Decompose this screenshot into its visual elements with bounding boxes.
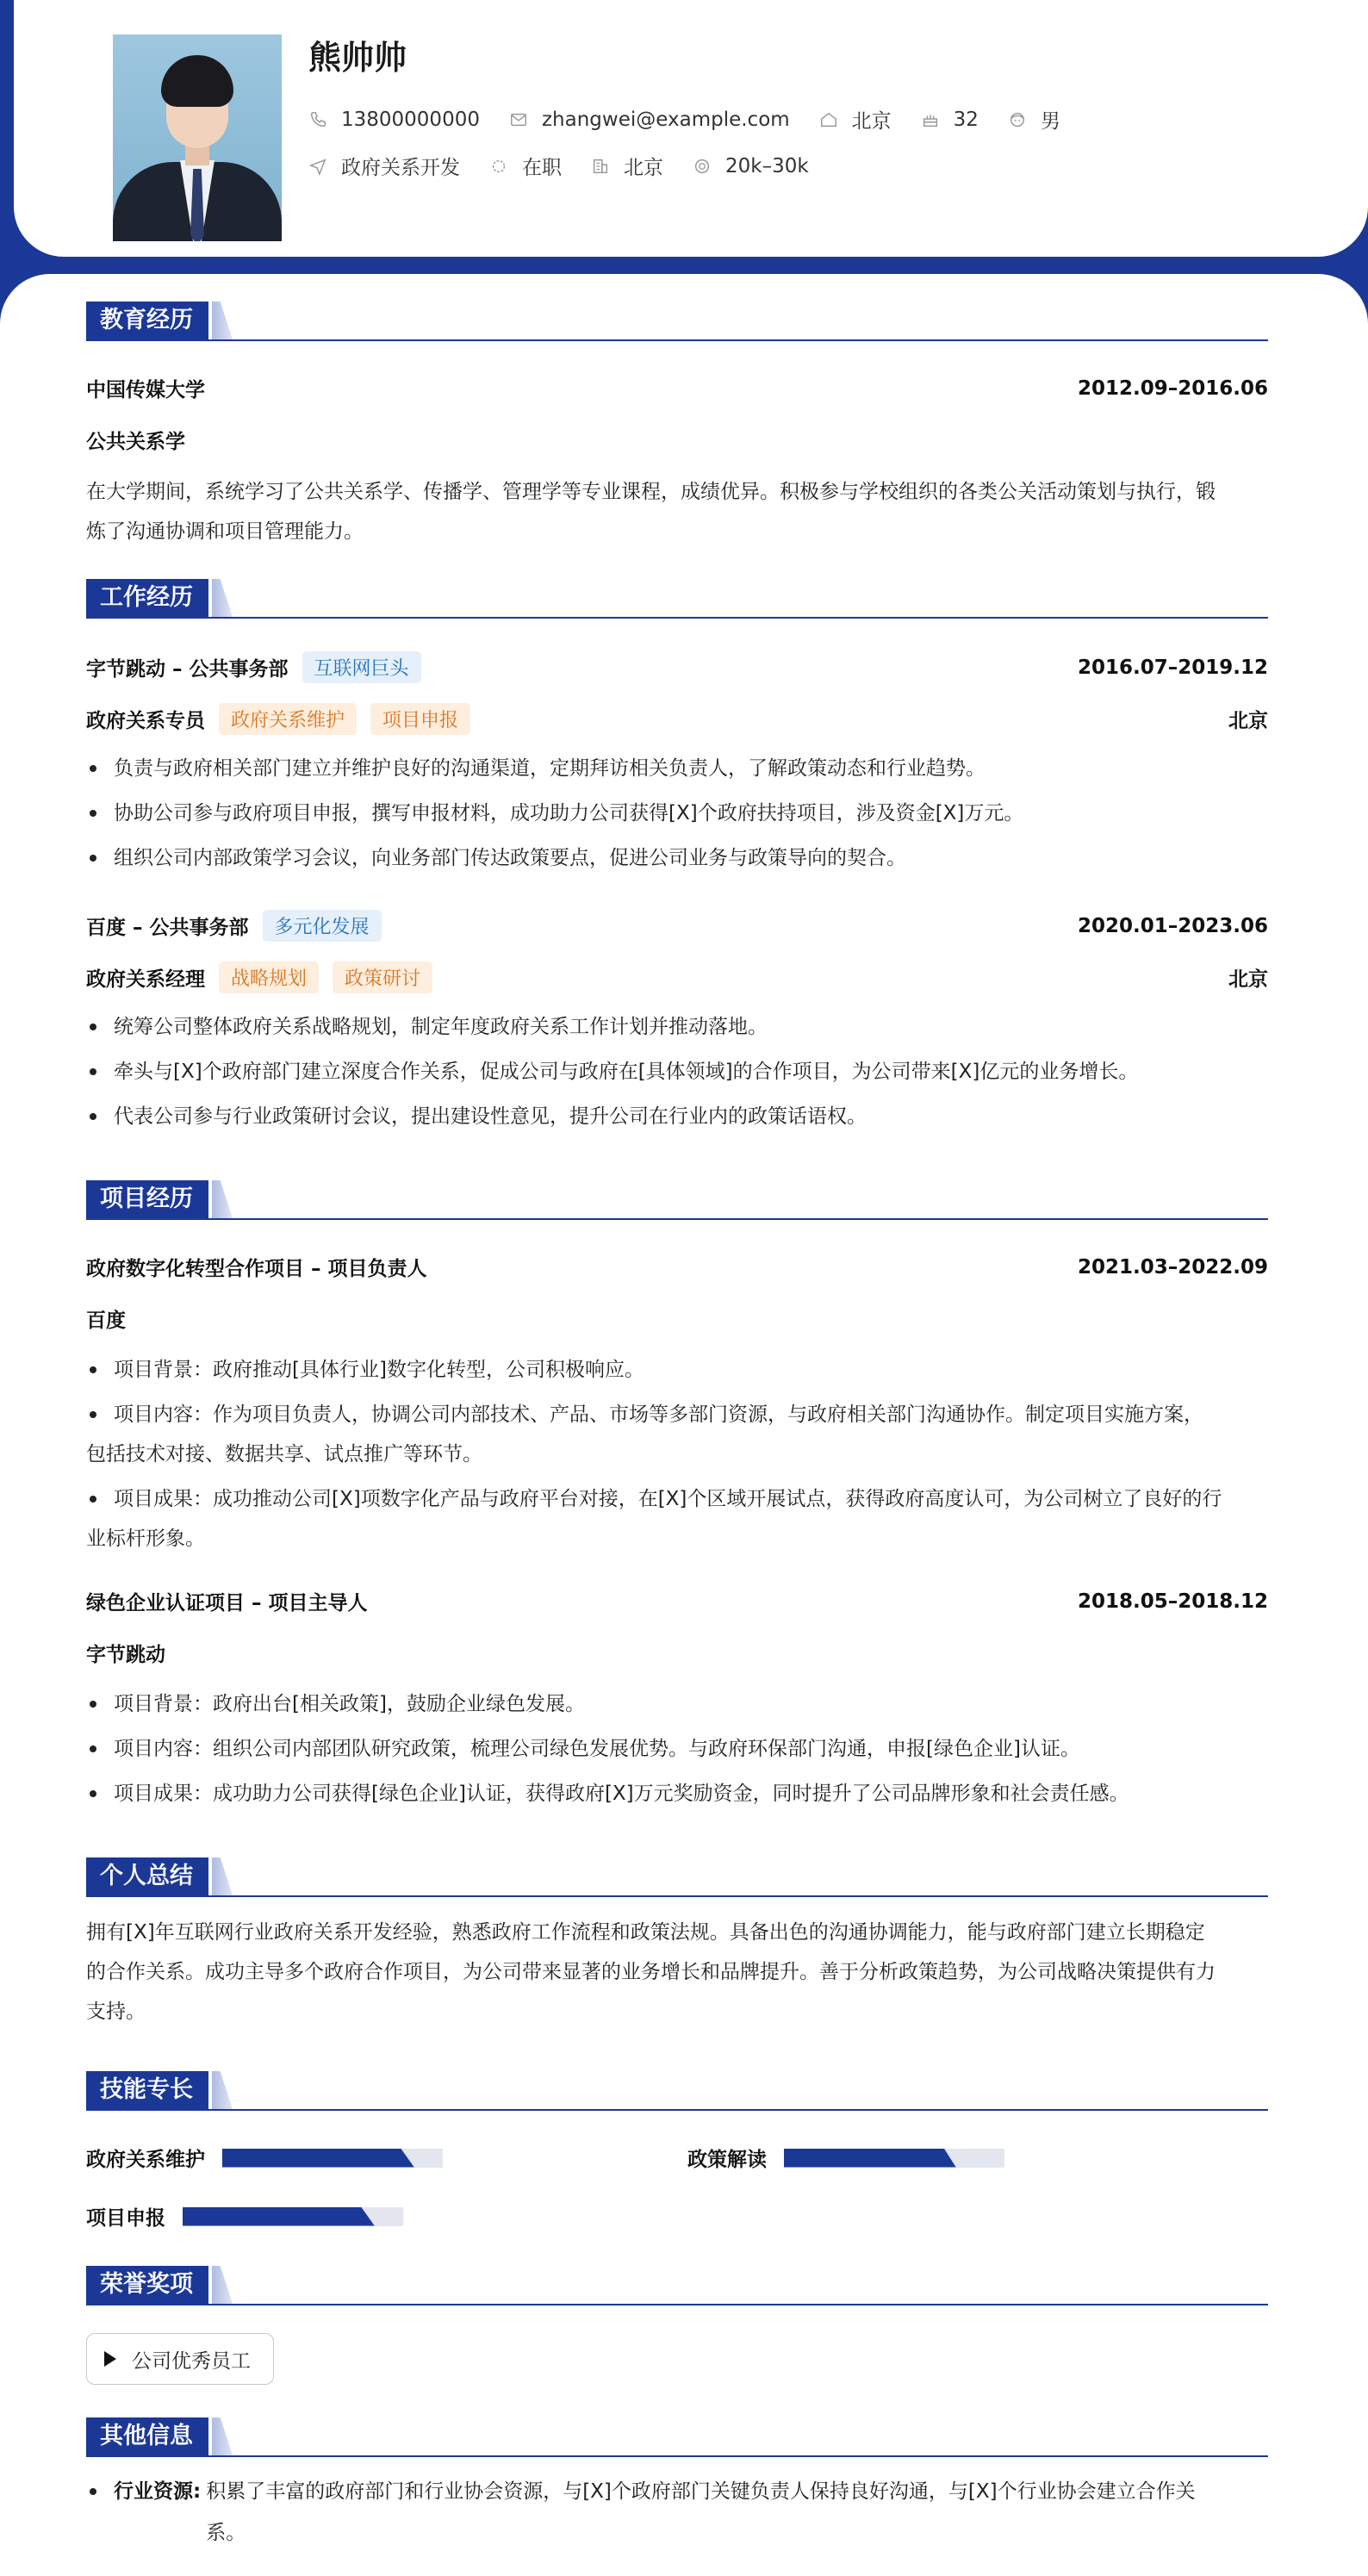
status-item	[489, 152, 562, 180]
section-header	[86, 579, 1268, 619]
other-section	[86, 2417, 1268, 2544]
job-bullet: 负责与政府相关部门建立并维护良好的沟通渠道，定期拜访相关负责人，了解政策动态和行业趋势。	[86, 749, 1268, 788]
text-line: 项目内容：作为项目负责人，协调公司内部技术、产品、市场等多部门资源，与政府相关部门沟通协作。制定项目实施方案，	[114, 1403, 1203, 1426]
project-org: 字节跳动	[86, 1644, 165, 1666]
section-title: 个人总结	[86, 1857, 208, 1895]
play-triangle-icon	[104, 2351, 116, 2367]
major-name: 公共关系学	[86, 431, 185, 453]
home-icon	[819, 110, 838, 129]
send-icon	[308, 157, 327, 176]
work-section	[86, 579, 1268, 1128]
skill-bar	[183, 2207, 403, 2226]
skill-item	[86, 2202, 403, 2231]
job-bullet: 牵头与[X]个政府部门建立深度合作关系，促成公司与政府在[具体领域]的合作项目，为公司带来[X]亿元的业务增长。	[86, 1052, 1268, 1092]
skills-section	[86, 2071, 1268, 2230]
person-face-icon	[1008, 110, 1027, 129]
project-bullet	[86, 1479, 1268, 1519]
education-row	[86, 374, 1268, 402]
section-title: 其他信息	[86, 2417, 208, 2455]
role-tag: 政府关系维护	[219, 703, 357, 735]
section-header	[86, 302, 1268, 341]
gender-text: 男	[1040, 110, 1060, 133]
building-icon	[591, 157, 610, 176]
location-text: 北京	[851, 110, 892, 133]
text-line: 支持。	[86, 2000, 146, 2023]
skill-item	[687, 2144, 1004, 2172]
project-header-row	[86, 1253, 1268, 1281]
skill-bar	[222, 2149, 443, 2168]
section-title: 技能专长	[86, 2071, 208, 2109]
job-city: 北京	[1228, 968, 1268, 991]
summary-text	[86, 1913, 1268, 2032]
role-row	[86, 961, 1268, 993]
job-bullet: 协助公司参与政府项目申报，撰写申报材料，成功助力公司获得[X]个政府扶持项目，涉及资金[X]万元。	[86, 793, 1268, 833]
job-target-item	[308, 152, 460, 180]
job-period: 2020.01–2023.06	[1077, 914, 1268, 937]
skill-name: 政府关系维护	[86, 2149, 205, 2171]
salary-text: 20k–30k	[725, 154, 809, 177]
education-section	[86, 302, 1268, 543]
project-bullet: 项目成果：成功助力公司获得[绿色企业]认证，获得政府[X]万元奖励资金，同时提升了公司品牌形象和社会责任感。	[86, 1774, 1268, 1814]
project-name: 绿色企业认证项目 – 项目主导人	[86, 1592, 368, 1615]
award-name: 公司优秀员工	[132, 2349, 251, 2373]
role-name: 政府关系专员	[86, 710, 205, 732]
text-line: 积累了丰富的政府部门和行业协会资源，与[X]个政府部门关键负责人保持良好沟通，与[X]个行业协会建立合作关	[206, 2480, 1196, 2503]
coin-icon	[693, 157, 712, 176]
candidate-name: 熊帅帅	[308, 39, 407, 77]
honors-section	[86, 2266, 1268, 2373]
role-row	[86, 703, 1268, 735]
job-bullet: 代表公司参与行业政策研讨会议，提出建设性意见，提升公司在行业内的政策话语权。	[86, 1097, 1268, 1136]
project-bullet: 项目背景：政府推动[具体行业]数字化转型，公司积极响应。	[86, 1350, 1268, 1390]
text-line: 在大学期间，系统学习了公共关系学、传播学、管理学等专业课程，成绩优异。积极参与学校组织的各类公关活动策划与执行，锻	[86, 481, 1216, 503]
role-name: 政府关系经理	[86, 968, 205, 991]
cake-icon	[921, 110, 940, 129]
project-bullet: 项目内容：组织公司内部团队研究政策，梳理公司绿色发展优势。与政府环保部门沟通，申报[绿色企业]认证。	[86, 1729, 1268, 1769]
project-org: 百度	[86, 1310, 126, 1332]
skill-name: 政策解读	[687, 2149, 767, 2171]
job-city: 北京	[1228, 710, 1268, 732]
project-bullet: 项目背景：政府出台[相关政策]，鼓励企业绿色发展。	[86, 1684, 1268, 1724]
section-header	[86, 2417, 1268, 2457]
section-title: 荣誉奖项	[86, 2266, 208, 2304]
company-tag: 互联网巨头	[302, 651, 421, 683]
contact-row	[308, 105, 1090, 134]
education-period: 2012.09–2016.06	[1077, 376, 1268, 400]
job-header-row	[86, 910, 1268, 942]
phone-icon	[308, 110, 327, 129]
skill-name: 项目申报	[86, 2207, 165, 2230]
city-item	[591, 152, 663, 180]
phone-text: 13800000000	[341, 108, 480, 131]
other-info-value	[206, 2471, 1195, 2554]
job-target-text: 政府关系开发	[341, 157, 460, 179]
other-info-key: 行业资源:	[114, 2480, 202, 2503]
other-info-item	[86, 2471, 1268, 2554]
text-line: 拥有[X]年互联网行业政府关系开发经验，熟悉政府工作流程和政策法规。具备出色的沟通协调能力，能与政府部门建立长期稳定	[86, 1921, 1205, 1944]
section-header	[86, 1857, 1268, 1897]
project-name: 政府数字化转型合作项目 – 项目负责人	[86, 1258, 427, 1280]
education-description	[86, 472, 1268, 551]
job-intent-row	[308, 152, 838, 180]
section-header	[86, 2071, 1268, 2111]
company-name: 百度 – 公共事务部	[86, 917, 249, 939]
text-line: 系。	[206, 2522, 246, 2544]
company-name: 字节跳动 – 公共事务部	[86, 658, 289, 681]
job-period: 2016.07–2019.12	[1077, 656, 1268, 679]
skill-bar-fill	[222, 2149, 414, 2168]
salary-item	[693, 155, 809, 177]
mail-icon	[509, 110, 528, 129]
project-org-row	[86, 1639, 1268, 1667]
job-bullet: 统筹公司整体政府关系战略规划，制定年度政府关系工作计划并推动落地。	[86, 1007, 1268, 1047]
skill-item	[86, 2144, 443, 2172]
project-bullet	[86, 1395, 1268, 1434]
phone-item	[308, 109, 480, 131]
location-item	[819, 105, 892, 134]
text-line: 项目成果：成功推动公司[X]项数字化产品与政府平台对接，在[X]个区域开展试点，获得政府高度认可，为公司树立了良好的行	[114, 1488, 1222, 1510]
skill-bar-fill	[183, 2207, 375, 2226]
age-item	[921, 109, 979, 131]
section-header	[86, 1180, 1268, 1220]
project-org-row	[86, 1304, 1268, 1333]
project-period: 2018.05–2018.12	[1077, 1590, 1268, 1613]
skill-bar-fill	[784, 2149, 956, 2168]
role-tag: 战略规划	[219, 961, 319, 993]
job-bullet: 组织公司内部政策学习会议，向业务部门传达政策要点，促进公司业务与政策导向的契合。	[86, 838, 1268, 878]
city-text: 北京	[624, 157, 663, 179]
skill-bar	[784, 2149, 1004, 2168]
role-tag: 政策研讨	[333, 961, 432, 993]
text-line: 的合作关系。成功主导多个政府合作项目，为公司带来显著的业务增长和品牌提升。善于分析政策趋势，为公司战略决策提供有力	[86, 1961, 1216, 1983]
avatar	[113, 34, 282, 241]
email-item	[509, 109, 790, 131]
email-text: zhangwei@example.com	[541, 108, 790, 131]
project-period: 2021.03–2022.09	[1077, 1255, 1268, 1279]
section-title: 教育经历	[86, 302, 208, 339]
major-row	[86, 426, 1268, 454]
gender-item	[1008, 105, 1060, 134]
text-line: 包括技术对接、数据共享、试点推广等环节。	[86, 1443, 482, 1465]
project-header-row	[86, 1587, 1268, 1615]
role-tag: 项目申报	[370, 703, 470, 735]
job-header-row	[86, 651, 1268, 683]
award-item[interactable]	[86, 2333, 274, 2385]
status-text: 在职	[522, 157, 562, 179]
projects-section	[86, 1180, 1268, 1805]
school-name: 中国传媒大学	[86, 379, 205, 401]
age-text: 32	[953, 108, 979, 131]
text-line: 炼了沟通协调和项目管理能力。	[86, 520, 364, 543]
summary-section	[86, 1857, 1268, 2023]
section-title: 工作经历	[86, 579, 208, 617]
section-header	[86, 2266, 1268, 2305]
section-title: 项目经历	[86, 1180, 208, 1218]
text-line: 业标杆形象。	[86, 1528, 205, 1550]
status-icon	[489, 157, 508, 176]
company-tag: 多元化发展	[263, 910, 382, 942]
